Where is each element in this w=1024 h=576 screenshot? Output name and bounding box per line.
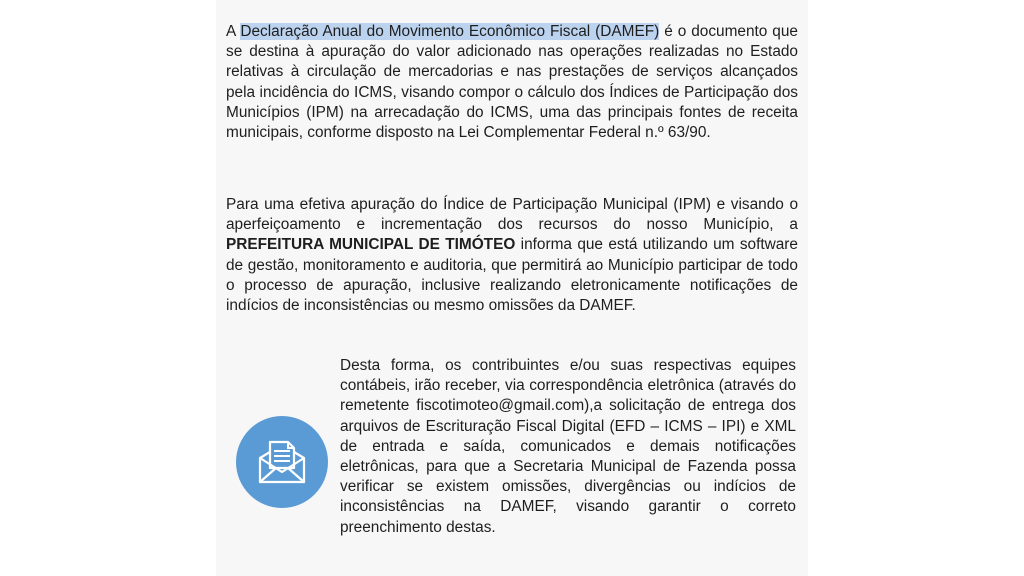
envelope-letter-icon-svg: [252, 432, 312, 492]
prefeitura-name: PREFEITURA MUNICIPAL DE TIMÓTEO: [226, 236, 516, 254]
paragraph2-part1: Para uma efetiva apuração do Índice de Participação Municipal (IPM) e visando o aperfeiçoamento e incrementação dos recursos do nosso Município, a: [226, 196, 798, 234]
sender-email: fiscotimoteo@gmail.com: [416, 397, 585, 415]
paragraph-contribuintes-email: [340, 356, 796, 538]
paragraph3-part2: ),a solicitação de entrega dos arquivos de Escrituração Fiscal Digital (EFD – ICMS – IPI) e XML de entrada e saída, comunicados e demais notificações eletrônicas, para que a Secretaria Municipal de Fazenda possa verificar se existem omissões, divergências ou indícios de inconsistências na DAMEF, visando garantir o correto preenchimento destas.: [340, 397, 796, 536]
paragraph-damef-definition: [226, 22, 798, 143]
highlighted-damef-title: Declaração Anual do Movimento Econômico Fiscal (DAMEF): [240, 23, 660, 40]
envelope-letter-icon: [236, 416, 328, 508]
paragraph1-body: é o documento que se destina à apuração do valor adicionado nas operações realizadas no Estado relativas à circulação de mercadorias e nas prestações de serviços alcançados pela incidência do ICMS, visando compor o cálculo dos Índices de Participação dos Municípios (IPM) na arrecadação do ICMS, uma das principais fontes de receita municipais, conforme disposto na Lei Complementar Federal n.º 63/90.: [226, 23, 798, 142]
paragraph1-prefix: A: [226, 23, 241, 40]
paragraph2-part2: informa que está utilizando um software de gestão, monitoramento e auditoria, que permitirá ao Município participar de todo o processo de apuração, inclusive realizando eletronicamente notificações de indícios de inconsistências ou mesmo omissões da DAMEF.: [226, 236, 798, 315]
paragraph-ipm-prefeitura: [226, 195, 798, 316]
paragraph3-part1: Desta forma, os contribuintes e/ou suas respectivas equipes contábeis, irão receber, via correspondência eletrônica (através do remetente: [340, 357, 796, 415]
